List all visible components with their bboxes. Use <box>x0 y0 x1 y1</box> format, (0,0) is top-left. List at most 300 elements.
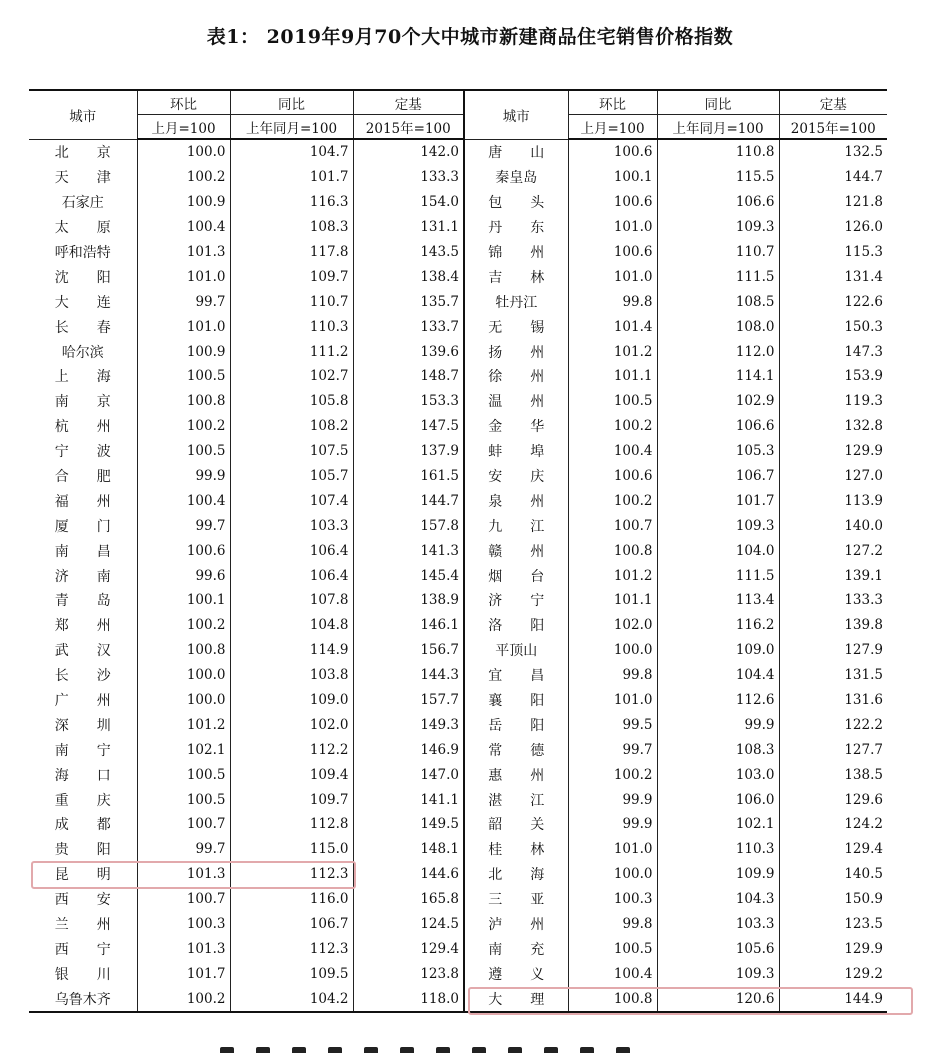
left-city-cell: 福 州 <box>29 488 137 513</box>
table-row <box>29 513 887 538</box>
right-mom-cell: 100.7 <box>568 513 657 538</box>
left-city-cell: 昆 明 <box>29 862 137 887</box>
left-yoy-cell: 103.8 <box>230 663 353 688</box>
right-city-cell: 洛 阳 <box>464 613 568 638</box>
left-city-cell: 南 昌 <box>29 538 137 563</box>
right-city-cell: 包 头 <box>464 190 568 215</box>
table-row <box>29 240 887 265</box>
left-yoy-cell: 109.7 <box>230 787 353 812</box>
right-city-cell: 济 宁 <box>464 588 568 613</box>
left-mom-cell: 100.9 <box>137 190 230 215</box>
table-row <box>29 139 887 165</box>
left-mom-cell: 100.7 <box>137 887 230 912</box>
right-city-cell: 三 亚 <box>464 887 568 912</box>
left-fixed-cell: 146.1 <box>353 613 464 638</box>
right-fixed-cell: 150.3 <box>844 318 883 335</box>
left-fixed-cell: 148.1 <box>353 837 464 862</box>
left-mom-cell: 100.1 <box>137 588 230 613</box>
left-yoy-cell: 105.7 <box>230 464 353 489</box>
left-mom-cell: 100.0 <box>137 688 230 713</box>
right-city-cell: 徐 州 <box>464 364 568 389</box>
left-mom-cell: 100.8 <box>137 638 230 663</box>
right-fixed-cell: 122.2 <box>844 716 883 733</box>
right-fixed-cell: 127.0 <box>844 468 883 485</box>
left-yoy-cell: 114.9 <box>230 638 353 663</box>
right-yoy-cell: 101.7 <box>657 488 779 513</box>
left-city-cell: 长 沙 <box>29 663 137 688</box>
left-mom-cell: 99.7 <box>137 513 230 538</box>
right-city-cell: 南 充 <box>464 937 568 962</box>
right-yoy-cell: 113.4 <box>657 588 779 613</box>
right-city-cell: 锦 州 <box>464 240 568 265</box>
left-city-cell: 西 安 <box>29 887 137 912</box>
header-fixed-left: 定基 <box>353 90 464 115</box>
left-fixed-cell: 154.0 <box>353 190 464 215</box>
right-yoy-cell: 104.4 <box>657 663 779 688</box>
left-city-cell: 沈 阳 <box>29 264 137 289</box>
right-fixed-cell: 129.4 <box>844 841 883 858</box>
right-fixed-cell: 144.7 <box>844 169 883 186</box>
table-row <box>29 414 887 439</box>
left-yoy-cell: 115.0 <box>230 837 353 862</box>
header-yoy-left: 同比 <box>230 90 353 115</box>
right-fixed-cell: 139.1 <box>844 567 883 584</box>
left-fixed-cell: 135.7 <box>353 289 464 314</box>
left-mom-cell: 100.2 <box>137 613 230 638</box>
left-yoy-cell: 116.0 <box>230 887 353 912</box>
header-yoy-base-right: 上年同月=100 <box>657 115 779 140</box>
left-city-cell: 南 京 <box>29 389 137 414</box>
left-city-cell: 深 圳 <box>29 712 137 737</box>
left-fixed-cell: 148.7 <box>353 364 464 389</box>
left-yoy-cell: 106.7 <box>230 912 353 937</box>
header-fixed-base-left: 2015年=100 <box>353 115 464 140</box>
right-fixed-cell: 150.9 <box>844 891 883 908</box>
right-mom-cell: 99.8 <box>568 663 657 688</box>
right-fixed-cell: 127.7 <box>844 741 883 758</box>
left-mom-cell: 100.5 <box>137 364 230 389</box>
right-city-cell: 泉 州 <box>464 488 568 513</box>
right-city-cell: 无 锡 <box>464 314 568 339</box>
right-city-cell: 烟 台 <box>464 563 568 588</box>
table-row <box>29 289 887 314</box>
table-row <box>29 264 887 289</box>
right-fixed-cell: 121.8 <box>844 194 883 211</box>
right-mom-cell: 99.5 <box>568 712 657 737</box>
right-mom-cell: 100.0 <box>568 638 657 663</box>
right-mom-cell: 100.6 <box>568 139 657 165</box>
right-yoy-cell: 99.9 <box>657 712 779 737</box>
left-yoy-cell: 101.7 <box>230 165 353 190</box>
right-mom-cell: 101.0 <box>568 837 657 862</box>
right-mom-cell: 100.4 <box>568 439 657 464</box>
right-yoy-cell: 110.8 <box>657 139 779 165</box>
right-mom-cell: 101.1 <box>568 588 657 613</box>
left-yoy-cell: 112.8 <box>230 812 353 837</box>
left-fixed-cell: 138.4 <box>353 264 464 289</box>
right-fixed-cell: 140.5 <box>844 866 883 883</box>
right-yoy-cell: 104.0 <box>657 538 779 563</box>
table-row <box>29 538 887 563</box>
header-yoy-base-left: 上年同月=100 <box>230 115 353 140</box>
right-city-cell: 唐 山 <box>464 139 568 165</box>
left-yoy-cell: 112.3 <box>230 937 353 962</box>
left-yoy-cell: 104.7 <box>230 139 353 165</box>
right-city-cell: 泸 州 <box>464 912 568 937</box>
left-city-cell: 石家庄 <box>29 190 137 215</box>
header-fixed-base-right: 2015年=100 <box>779 115 887 140</box>
right-city-cell: 吉 林 <box>464 264 568 289</box>
left-yoy-cell: 108.2 <box>230 414 353 439</box>
right-fixed-cell: 132.8 <box>844 418 883 435</box>
left-city-cell: 北 京 <box>29 139 137 165</box>
left-fixed-cell: 142.0 <box>353 139 464 165</box>
left-fixed-cell: 153.3 <box>353 389 464 414</box>
right-city-cell: 桂 林 <box>464 837 568 862</box>
right-yoy-cell: 103.3 <box>657 912 779 937</box>
right-yoy-cell: 109.9 <box>657 862 779 887</box>
right-city-cell: 赣 州 <box>464 538 568 563</box>
right-yoy-cell: 106.0 <box>657 787 779 812</box>
right-mom-cell: 100.8 <box>568 986 657 1012</box>
table-row <box>29 961 887 986</box>
right-fixed-cell: 129.9 <box>844 443 883 460</box>
left-mom-cell: 100.4 <box>137 215 230 240</box>
right-mom-cell: 100.2 <box>568 414 657 439</box>
right-yoy-cell: 108.0 <box>657 314 779 339</box>
table-row <box>29 837 887 862</box>
right-mom-cell: 100.3 <box>568 887 657 912</box>
left-yoy-cell: 107.8 <box>230 588 353 613</box>
right-yoy-cell: 106.7 <box>657 464 779 489</box>
right-mom-cell: 101.1 <box>568 364 657 389</box>
right-yoy-cell: 105.6 <box>657 937 779 962</box>
right-city-cell: 九 江 <box>464 513 568 538</box>
left-mom-cell: 101.0 <box>137 314 230 339</box>
right-yoy-cell: 120.6 <box>657 986 779 1012</box>
left-fixed-cell: 149.3 <box>353 712 464 737</box>
left-mom-cell: 100.5 <box>137 787 230 812</box>
left-mom-cell: 101.3 <box>137 937 230 962</box>
right-city-cell: 丹 东 <box>464 215 568 240</box>
left-yoy-cell: 110.3 <box>230 314 353 339</box>
left-yoy-cell: 102.0 <box>230 712 353 737</box>
left-city-cell: 武 汉 <box>29 638 137 663</box>
left-yoy-cell: 109.5 <box>230 961 353 986</box>
right-mom-cell: 100.5 <box>568 389 657 414</box>
right-fixed-cell: 123.5 <box>844 916 883 933</box>
right-fixed-cell: 131.6 <box>844 692 883 709</box>
left-yoy-cell: 108.3 <box>230 215 353 240</box>
right-city-cell: 北 海 <box>464 862 568 887</box>
right-fixed-cell: 115.3 <box>844 244 883 260</box>
table-row <box>29 712 887 737</box>
right-city-cell: 温 州 <box>464 389 568 414</box>
right-city-cell: 襄 阳 <box>464 688 568 713</box>
right-yoy-cell: 116.2 <box>657 613 779 638</box>
left-yoy-cell: 116.3 <box>230 190 353 215</box>
right-city-cell: 大 理 <box>464 986 568 1012</box>
right-mom-cell: 99.8 <box>568 289 657 314</box>
left-fixed-cell: 149.5 <box>353 812 464 837</box>
right-fixed-cell: 140.0 <box>844 517 883 534</box>
left-fixed-cell: 165.8 <box>353 887 464 912</box>
left-fixed-cell: 137.9 <box>353 439 464 464</box>
right-fixed-cell: 119.3 <box>844 393 883 410</box>
header-fixed-right: 定基 <box>779 90 887 115</box>
left-yoy-cell: 117.8 <box>230 240 353 265</box>
table-row <box>29 688 887 713</box>
right-city-cell: 金 华 <box>464 414 568 439</box>
left-city-cell: 南 宁 <box>29 737 137 762</box>
right-fixed-cell: 129.2 <box>844 965 883 982</box>
left-mom-cell: 100.2 <box>137 165 230 190</box>
right-mom-cell: 100.1 <box>568 165 657 190</box>
header-city-right: 城市 <box>464 90 568 139</box>
table-row <box>29 588 887 613</box>
right-mom-cell: 100.6 <box>568 464 657 489</box>
table-row <box>29 937 887 962</box>
table-row <box>29 737 887 762</box>
left-mom-cell: 101.2 <box>137 712 230 737</box>
right-fixed-cell: 126.0 <box>844 219 883 236</box>
right-fixed-cell: 113.9 <box>844 492 883 509</box>
left-fixed-cell: 144.7 <box>353 488 464 513</box>
table-row <box>29 314 887 339</box>
right-yoy-cell: 115.5 <box>657 165 779 190</box>
right-yoy-cell: 106.6 <box>657 414 779 439</box>
left-mom-cell: 99.9 <box>137 464 230 489</box>
right-fixed-cell: 127.2 <box>844 542 883 559</box>
left-mom-cell: 100.7 <box>137 812 230 837</box>
left-city-cell: 成 都 <box>29 812 137 837</box>
right-mom-cell: 99.8 <box>568 912 657 937</box>
left-fixed-cell: 129.4 <box>353 937 464 962</box>
left-yoy-cell: 109.7 <box>230 264 353 289</box>
right-yoy-cell: 109.3 <box>657 215 779 240</box>
left-yoy-cell: 106.4 <box>230 563 353 588</box>
left-fixed-cell: 145.4 <box>353 563 464 588</box>
left-fixed-cell: 133.3 <box>353 165 464 190</box>
left-city-cell: 上 海 <box>29 364 137 389</box>
right-fixed-cell: 129.9 <box>844 940 883 957</box>
table-row <box>29 464 887 489</box>
right-yoy-cell: 109.0 <box>657 638 779 663</box>
cropped-next-line <box>220 1046 720 1053</box>
right-city-cell: 安 庆 <box>464 464 568 489</box>
right-yoy-cell: 111.5 <box>657 563 779 588</box>
left-city-cell: 杭 州 <box>29 414 137 439</box>
right-yoy-cell: 110.3 <box>657 837 779 862</box>
right-mom-cell: 101.4 <box>568 314 657 339</box>
right-city-cell: 秦皇岛 <box>464 165 568 190</box>
left-city-cell: 太 原 <box>29 215 137 240</box>
table-row <box>29 787 887 812</box>
right-yoy-cell: 108.3 <box>657 737 779 762</box>
right-yoy-cell: 102.1 <box>657 812 779 837</box>
left-yoy-cell: 111.2 <box>230 339 353 364</box>
right-fixed-cell: 124.2 <box>844 816 883 833</box>
left-mom-cell: 100.9 <box>137 339 230 364</box>
right-city-cell: 遵 义 <box>464 961 568 986</box>
left-mom-cell: 101.3 <box>137 862 230 887</box>
right-city-cell: 蚌 埠 <box>464 439 568 464</box>
table-row <box>29 364 887 389</box>
header-city-left: 城市 <box>29 90 137 139</box>
header-mom-base-left: 上月=100 <box>137 115 230 140</box>
right-city-cell: 惠 州 <box>464 762 568 787</box>
left-city-cell: 大 连 <box>29 289 137 314</box>
left-mom-cell: 100.0 <box>137 139 230 165</box>
right-yoy-cell: 103.0 <box>657 762 779 787</box>
left-city-cell: 乌鲁木齐 <box>29 986 137 1012</box>
right-mom-cell: 102.0 <box>568 613 657 638</box>
right-city-cell: 常 德 <box>464 737 568 762</box>
left-yoy-cell: 109.4 <box>230 762 353 787</box>
left-yoy-cell: 109.0 <box>230 688 353 713</box>
table-row <box>29 762 887 787</box>
left-city-cell: 海 口 <box>29 762 137 787</box>
left-yoy-cell: 104.2 <box>230 986 353 1012</box>
left-yoy-cell: 112.2 <box>230 737 353 762</box>
left-fixed-cell: 144.6 <box>353 862 464 887</box>
left-mom-cell: 100.2 <box>137 414 230 439</box>
table-row <box>29 663 887 688</box>
left-yoy-cell: 106.4 <box>230 538 353 563</box>
table-row <box>29 638 887 663</box>
header-mom-right: 环比 <box>568 90 657 115</box>
right-mom-cell: 101.2 <box>568 563 657 588</box>
right-mom-cell: 99.7 <box>568 737 657 762</box>
left-fixed-cell: 144.3 <box>353 663 464 688</box>
left-fixed-cell: 133.7 <box>353 314 464 339</box>
right-city-cell: 牡丹江 <box>464 289 568 314</box>
left-city-cell: 银 川 <box>29 961 137 986</box>
left-yoy-cell: 112.3 <box>230 862 353 887</box>
table-row <box>29 488 887 513</box>
left-fixed-cell: 123.8 <box>353 961 464 986</box>
right-yoy-cell: 106.6 <box>657 190 779 215</box>
right-mom-cell: 101.0 <box>568 688 657 713</box>
left-city-cell: 厦 门 <box>29 513 137 538</box>
left-fixed-cell: 161.5 <box>353 464 464 489</box>
left-fixed-cell: 124.5 <box>353 912 464 937</box>
right-mom-cell: 100.5 <box>568 937 657 962</box>
table-row <box>29 912 887 937</box>
right-fixed-cell: 133.3 <box>844 592 883 609</box>
left-city-cell: 济 南 <box>29 563 137 588</box>
left-fixed-cell: 141.3 <box>353 538 464 563</box>
header-mom-base-right: 上月=100 <box>568 115 657 140</box>
highlight-box-kunming <box>31 861 356 889</box>
right-fixed-cell: 138.5 <box>844 766 883 783</box>
right-city-cell: 平顶山 <box>464 638 568 663</box>
right-yoy-cell: 112.0 <box>657 339 779 364</box>
right-yoy-cell: 102.9 <box>657 389 779 414</box>
right-fixed-cell: 139.8 <box>844 617 883 634</box>
right-yoy-cell: 109.3 <box>657 961 779 986</box>
left-mom-cell: 100.5 <box>137 439 230 464</box>
table-row <box>29 812 887 837</box>
left-city-cell: 哈尔滨 <box>29 339 137 364</box>
left-mom-cell: 100.5 <box>137 762 230 787</box>
left-yoy-cell: 102.7 <box>230 364 353 389</box>
right-city-cell: 岳 阳 <box>464 712 568 737</box>
table-row <box>29 339 887 364</box>
left-yoy-cell: 103.3 <box>230 513 353 538</box>
right-mom-cell: 100.0 <box>568 862 657 887</box>
table-row <box>29 215 887 240</box>
right-yoy-cell: 111.5 <box>657 264 779 289</box>
right-city-cell: 湛 江 <box>464 787 568 812</box>
right-mom-cell: 100.2 <box>568 762 657 787</box>
right-yoy-cell: 114.1 <box>657 364 779 389</box>
left-fixed-cell: 156.7 <box>353 638 464 663</box>
right-fixed-cell: 144.9 <box>779 986 887 1012</box>
table-row <box>29 439 887 464</box>
right-fixed-cell: 122.6 <box>844 293 883 310</box>
right-mom-cell: 99.9 <box>568 787 657 812</box>
left-mom-cell: 100.3 <box>137 912 230 937</box>
right-city-cell: 韶 关 <box>464 812 568 837</box>
right-fixed-cell: 131.4 <box>844 268 883 285</box>
left-city-cell: 合 肥 <box>29 464 137 489</box>
left-fixed-cell: 141.1 <box>353 787 464 812</box>
left-fixed-cell: 157.8 <box>353 513 464 538</box>
right-fixed-cell: 129.6 <box>844 791 883 808</box>
right-yoy-cell: 110.7 <box>657 240 779 265</box>
left-city-cell: 西 宁 <box>29 937 137 962</box>
right-city-cell: 扬 州 <box>464 339 568 364</box>
left-fixed-cell: 147.0 <box>353 762 464 787</box>
right-fixed-cell: 132.5 <box>844 144 883 161</box>
right-fixed-cell: 153.9 <box>844 368 883 385</box>
table-row <box>29 613 887 638</box>
left-fixed-cell: 143.5 <box>353 240 464 265</box>
highlight-box-dali <box>468 987 913 1015</box>
right-city-cell: 宜 昌 <box>464 663 568 688</box>
left-fixed-cell: 138.9 <box>353 588 464 613</box>
left-yoy-cell: 105.8 <box>230 389 353 414</box>
table-row <box>29 190 887 215</box>
right-mom-cell: 101.2 <box>568 339 657 364</box>
left-yoy-cell: 107.5 <box>230 439 353 464</box>
right-yoy-cell: 109.3 <box>657 513 779 538</box>
right-mom-cell: 100.4 <box>568 961 657 986</box>
left-mom-cell: 100.2 <box>137 986 230 1012</box>
right-yoy-cell: 108.5 <box>657 289 779 314</box>
right-mom-cell: 99.9 <box>568 812 657 837</box>
left-city-cell: 青 岛 <box>29 588 137 613</box>
right-mom-cell: 100.6 <box>568 240 657 265</box>
left-yoy-cell: 110.7 <box>230 289 353 314</box>
header-mom-left: 环比 <box>137 90 230 115</box>
left-fixed-cell: 131.1 <box>353 215 464 240</box>
table-row <box>29 165 887 190</box>
right-yoy-cell: 105.3 <box>657 439 779 464</box>
right-mom-cell: 100.6 <box>568 190 657 215</box>
left-city-cell: 贵 阳 <box>29 837 137 862</box>
left-mom-cell: 101.7 <box>137 961 230 986</box>
table-row <box>29 389 887 414</box>
right-mom-cell: 100.2 <box>568 488 657 513</box>
left-city-cell: 宁 波 <box>29 439 137 464</box>
left-fixed-cell: 146.9 <box>353 737 464 762</box>
table-row <box>29 887 887 912</box>
right-fixed-cell: 147.3 <box>844 343 883 360</box>
table-title: 表1： 2019年9月70个大中城市新建商品住宅销售价格指数 <box>206 26 734 48</box>
header-yoy-right: 同比 <box>657 90 779 115</box>
